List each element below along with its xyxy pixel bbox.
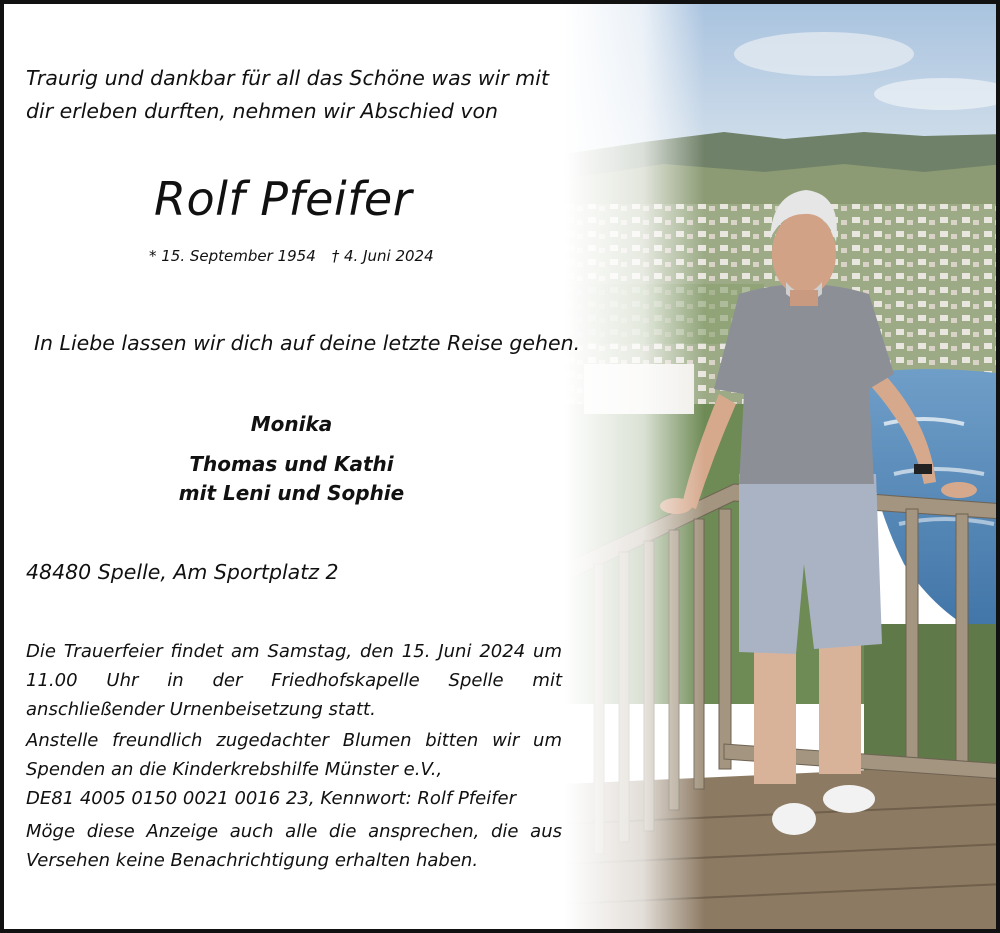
intro-text (26, 62, 549, 128)
mourner-1: Monika (250, 412, 333, 436)
donation-info (26, 726, 562, 813)
death-date: † 4. Juni 2024 (331, 247, 434, 265)
mourner-3: mit Leni und Sophie (178, 481, 405, 505)
deceased-name: Rolf Pfeifer (154, 172, 413, 226)
life-dates (149, 247, 434, 265)
closing-note: Möge diese Anzeige auch alle die ansprechen, die aus Versehen keine Benachrichtigung erhalten haben. (26, 821, 562, 871)
donation-request: Anstelle freundlich zugedachter Blumen bitten wir um Spenden an die Kinderkrebshilfe Münster e.V., (26, 730, 562, 780)
funeral-info: Die Trauerfeier findet am Samstag, den 15. Juni 2024 um 11.00 Uhr in der Friedhofskapelle Spelle mit anschließender Urnenbeisetzung statt. (26, 641, 562, 720)
intro-line-1: Traurig und dankbar für all das Schöne was wir mit (26, 66, 550, 90)
motto: In Liebe lassen wir dich auf deine letzte Reise gehen. (34, 331, 581, 355)
donation-account: DE81 4005 0150 0021 0016 23, Kennwort: Rolf Pfeifer (26, 788, 517, 809)
mourner-2: Thomas und Kathi (189, 452, 394, 476)
intro-line-2: dir erleben durften, nehmen wir Abschied von (26, 99, 499, 123)
birth-date: * 15. September 1954 (149, 247, 316, 265)
portrait-photo (564, 4, 1000, 933)
photo-illustration (564, 4, 1000, 933)
address: 48480 Spelle, Am Sportplatz 2 (26, 560, 339, 584)
